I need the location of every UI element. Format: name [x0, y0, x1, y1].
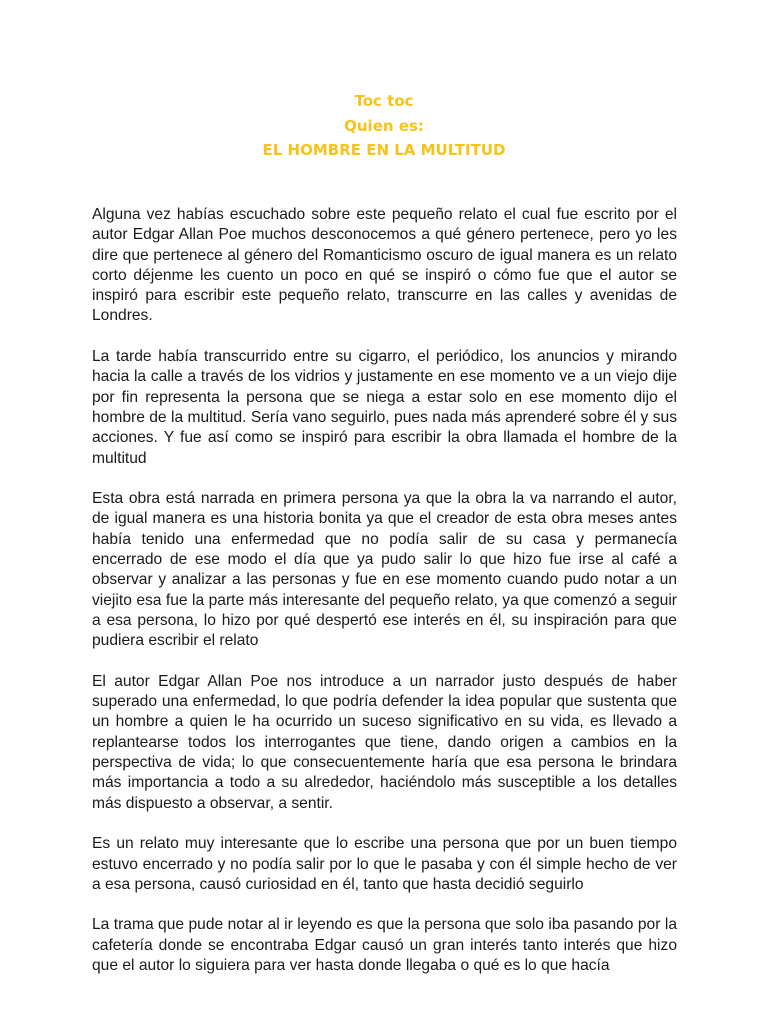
- paragraph-2: La tarde había transcurrido entre su cigarro, el periódico, los anuncios y mirando hacia la calle a través de los vidrios y justamente en ese momento ve a un viejo dije por fin representa la persona que se niega a estar solo en ese momento dijo el hombre de la multitud. Sería vano seguirlo, pues nada más aprenderé sobre él y sus acciones. Y fue así como se inspiró para escribir la obra llamada el hombre de la multitud: [92, 348, 677, 467]
- paragraph-1: Alguna vez habías escuchado sobre este pequeño relato el cual fue escrito por el autor Edgar Allan Poe muchos desconocemos a qué género pertenece, pero yo les dire que pertenece al género del Romanticismo oscuro de igual manera es un relato corto déjenme les cuento un poco en qué se inspiró o cómo fue que el autor se inspiró para escribir este pequeño relato, transcurre en las calles y avenidas de Londres.: [92, 206, 677, 325]
- title-line-2: Quien es:: [344, 116, 424, 135]
- document-body: [92, 205, 677, 997]
- paragraph-6: La trama que pude notar al ir leyendo es que la persona que solo iba pasando por la cafetería donde se encontraba Edgar causó un gran interés tanto interés que hizo que el autor lo siguiera para ver hasta donde llegaba o qué es lo que hacía: [92, 916, 677, 974]
- document-title: [0, 89, 768, 163]
- paragraph-3: Esta obra está narrada en primera persona ya que la obra la va narrando el autor, de igual manera es una historia bonita ya que el creador de esta obra meses antes había tenido una enfermedad que no podía salir de su casa y permanecía encerrado de ese modo el día que ya pudo salir lo que hizo fue irse al café a observar y analizar a las personas y fue en ese momento cuando pudo notar a un viejito esa fue la parte más interesante del pequeño relato, ya que comenzó a seguir a esa persona, lo hizo por qué despertó ese interés en él, su inspiración para que pudiera escribir el relato: [92, 490, 677, 650]
- title-line-3: EL HOMBRE EN LA MULTITUD: [262, 141, 506, 159]
- title-line-1: Toc toc: [354, 92, 414, 110]
- paragraph-5: Es un relato muy interesante que lo escribe una persona que por un buen tiempo estuvo encerrado y no podía salir por lo que le pasaba y con él simple hecho de ver a esa persona, causó curiosidad en él, tanto que hasta decidió seguirlo: [92, 835, 677, 893]
- paragraph-4: El autor Edgar Allan Poe nos introduce a un narrador justo después de haber superado una enfermedad, lo que podría defender la idea popular que sustenta que un hombre a quien le ha ocurrido un suceso significativo en su vida, es llevado a replantearse todos los interrogantes que tiene, dando origen a cambios en la perspectiva de vida; lo que consecuentemente haría que esa persona le brindara más importancia a todo a su alrededor, haciéndolo más susceptible a los detalles más dispuesto a observar, a sentir.: [92, 672, 677, 812]
